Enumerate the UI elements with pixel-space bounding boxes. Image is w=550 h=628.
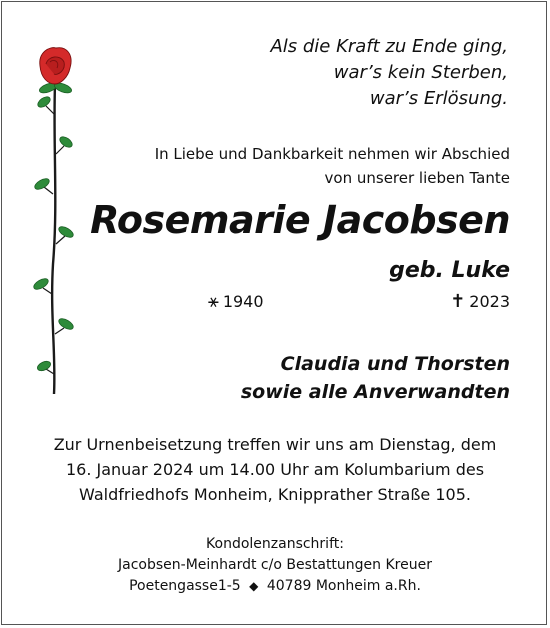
death-year: 2023 <box>469 292 510 311</box>
quote <box>208 34 508 112</box>
birth-star-icon: ⚹ <box>208 291 219 312</box>
diamond-icon: ◆ <box>249 579 259 593</box>
condolence-city: 40789 Monheim a.Rh. <box>266 578 421 594</box>
condolence-line <box>40 576 510 597</box>
condolence-line: Jacobsen-Meinhardt c/o Bestattungen Kreuer <box>118 557 432 573</box>
funeral-details <box>40 432 510 507</box>
intro-text <box>90 142 510 190</box>
birth-year: 1940 <box>222 292 264 311</box>
mourners-line: Claudia und Thorsten <box>280 353 510 375</box>
cross-icon: ✝ <box>450 291 466 312</box>
funeral-line: 16. Januar 2024 um 14.00 Uhr am Kolumbarium des <box>65 460 485 479</box>
mourners <box>150 350 510 406</box>
deceased-name: Rosemarie Jacobsen <box>90 198 510 242</box>
maiden-name: geb. Luke <box>389 258 510 283</box>
birth-date <box>208 291 264 313</box>
quote-line: war’s kein Sterben, <box>333 62 508 83</box>
funeral-line: Zur Urnenbeisetzung treffen wir uns am Dienstag, dem <box>53 435 497 454</box>
intro-line: von unserer lieben Tante <box>324 169 510 187</box>
funeral-line: Waldfriedhofs Monheim, Knipprather Straße 105. <box>79 485 471 504</box>
mourners-line: sowie alle Anverwandten <box>240 381 510 403</box>
condolence-street: Poetengasse1-5 <box>129 578 241 594</box>
intro-line: In Liebe und Dankbarkeit nehmen wir Abschied <box>154 145 510 163</box>
condolence-address <box>40 534 510 597</box>
quote-line: war’s Erlösung. <box>369 88 508 109</box>
death-date <box>450 291 510 313</box>
condolence-heading: Kondolenzanschrift: <box>206 536 344 552</box>
quote-line: Als die Kraft zu Ende ging, <box>270 36 508 57</box>
